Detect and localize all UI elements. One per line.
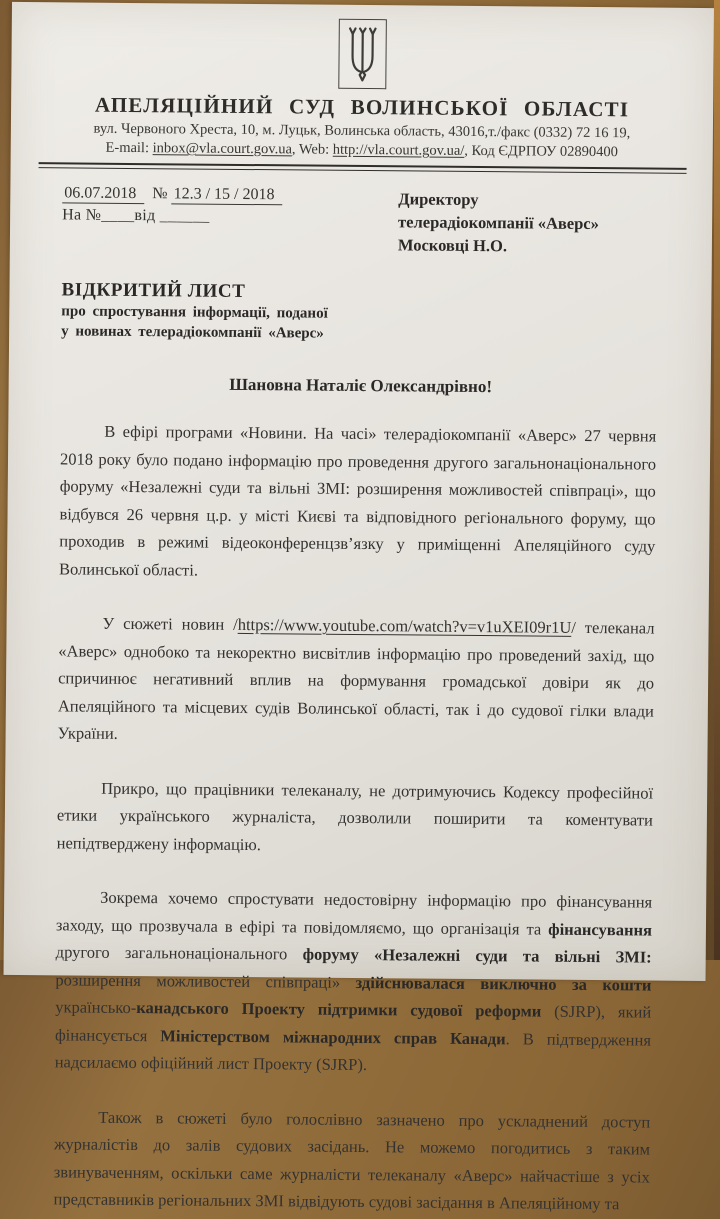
outgoing-date: 06.07.2018: [62, 184, 144, 204]
document-title-block: [61, 279, 662, 346]
letter-body: [53, 417, 656, 1218]
body-paragraph-2: У сюжеті новин /https://www.youtube.com/watch?v=v1uXEI09r1U/ телеканал «Аверс» однобоко та некоректно висвітлив інформацію про проведений захід, що спричинює негативний вплив на формування громадської довіри як до Апеляційного та місцевих судів Волинської області, так і до судової гілки влади України.: [57, 613, 655, 743]
ukraine-trident-icon: [342, 23, 383, 85]
document-subtitle-1: про спростування інформації, поданої: [61, 303, 328, 322]
trident-emblem: [338, 19, 387, 89]
recipient-name: Московці Н.О.: [397, 235, 508, 256]
court-contacts: [11, 139, 713, 162]
document-title: ВІДКРИТИЙ ЛИСТ: [61, 279, 246, 302]
letter-page: [4, 2, 714, 1214]
edrpou-code: , Код ЄДРПОУ 02890400: [464, 142, 618, 161]
header-divider: [39, 162, 687, 174]
web-label: , Web:: [291, 141, 333, 158]
recipient-block: [398, 187, 599, 258]
salutation: Шановна Наталіє Олександрівно!: [229, 374, 493, 397]
recipient-position: Директору: [398, 189, 479, 210]
outgoing-number: 12.3 / 15 / 2018: [172, 185, 283, 205]
reference-block: [62, 184, 393, 256]
number-sign: №: [152, 185, 168, 203]
reference-row: [62, 184, 663, 258]
photo-background-edge: [714, 0, 720, 960]
body-paragraph-4: Зокрема хочемо спростувати недостовірну інформацію про фінансування заходу, що прозвучала в ефірі та повідомляємо, що організація та фінансування другого загальнонаціонального форуму «Незалежні суди та вільні ЗМІ: розширення можливостей співпраці» здійснювалася виключно за кошти українсько-канадського Проекту підтримки судової реформи (SJRP), який фінансується Міністерством міжнародних справ Канади. В підтвердження надсилаємо офіційний лист Проекту (SJRP).: [54, 887, 653, 1075]
body-paragraph-1: В ефірі програми «Новини. На часі» телерадіокомпанії «Аверс» 27 червня 2018 року було подано інформацію про проведення другого загальнонаціонального форуму «Незалежні суди та вільні ЗМІ: розширення можливостей співпраці», що відбувся 26 червня ц.р. у місті Києві та відповідного регіонального форуму, що проходив в режимі відеоконференцзв’язку у приміщенні Апеляційного суду Волинської області.: [58, 421, 657, 580]
document-subtitle-2: у новинах телерадіокомпанії «Аверс»: [61, 323, 324, 342]
body-paragraph-5: Також в сюжеті було голослівно зазначено про ускладнений доступ журналістів до залів судових засідань. Не можемо погодитись з таким звинуваченням, оскільки саме журналісти телеканалу «Аверс» найчастіше з усіх представників регіональних ЗМІ відвідують судові засідання в Апеляційному та: [53, 1107, 651, 1214]
email-address: inbox@vla.court.gov.ua: [152, 140, 292, 158]
recipient-company: телерадіокомпанії «Аверс»: [398, 212, 599, 234]
outgoing-line: [62, 184, 392, 205]
letterhead: [11, 16, 714, 92]
email-label: E-mail:: [105, 139, 153, 157]
court-address: вул. Червоного Хреста, 10, м. Луцьк, Волинська область, 43016,т./факс (0332) 72 16 19,: [93, 120, 631, 142]
court-name: АПЕЛЯЦІЙНИЙ СУД ВОЛИНСЬКОЇ ОБЛАСТІ: [94, 92, 630, 122]
body-paragraph-3: Прикро, що працівники телеканалу, не дотримуючись Кодексу професійної етики українського журналіста, дозволили поширити та коментувати непідтверджену інформацію.: [56, 778, 654, 854]
incoming-line: На №____від ______: [62, 206, 210, 225]
web-address: http://vla.court.gov.ua/: [332, 141, 465, 159]
